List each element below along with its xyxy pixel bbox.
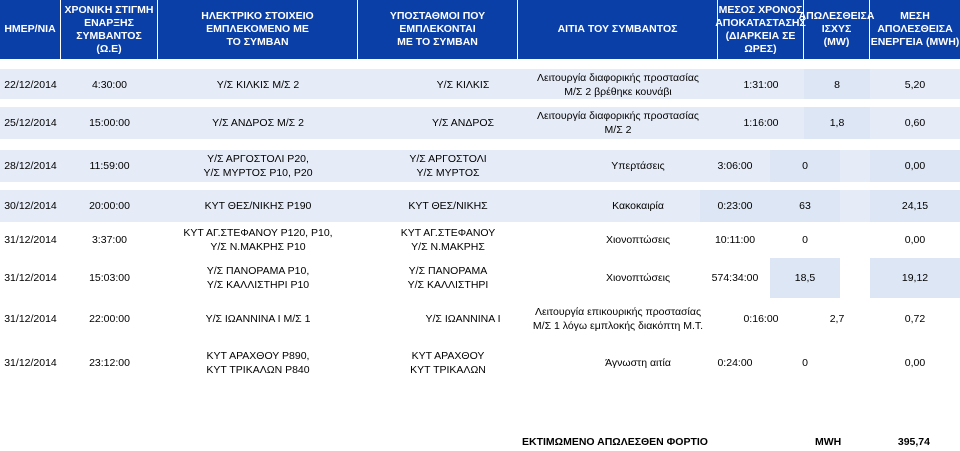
footer-unit: MWH — [815, 436, 842, 448]
cell-duration: 574:34:00 — [711, 272, 759, 284]
cell-time: 4:30:00 — [91, 79, 128, 91]
cell-cause: Υπερτάσεις — [611, 160, 665, 172]
cell-date: 31/12/2014 — [4, 313, 57, 325]
cell-power: 0 — [770, 150, 840, 182]
footer-label: ΕΚΤΙΜΩΜΕΝΟ ΑΠΩΛΕΣΘΕΝ ΦΟΡΤΙΟ — [522, 436, 708, 448]
cell-time: 15:03:00 — [89, 272, 130, 284]
header-cause: ΑΙΤΙΑ ΤΟΥ ΣΥΜΒΑΝΤΟΣ — [518, 0, 718, 59]
cell-cause: Κακοκαιρία — [612, 200, 664, 212]
cell-element: ΚΥΤ ΑΡΑΧΘΟΥ Ρ890, ΚΥΤ ΤΡΙΚΑΛΩΝ Ρ840 — [206, 350, 310, 376]
cell-time: 11:59:00 — [89, 160, 130, 172]
cell-date: 22/12/2014 — [4, 79, 57, 91]
cell-substations: Υ/Σ ΠΑΝΟΡΑΜΑ Υ/Σ ΚΑΛΛΙΣΤΗΡΙ — [407, 265, 489, 291]
row-separator — [0, 99, 960, 107]
cell-power: 0 — [802, 357, 808, 369]
cell-cause: Λειτουργία διαφορικής προστασίας Μ/Σ 2 — [537, 110, 699, 136]
cell-date: 31/12/2014 — [4, 272, 57, 284]
cell-power: 2,7 — [829, 313, 845, 325]
cell-element: Υ/Σ ΑΡΓΟΣΤΟΛΙ Ρ20, Υ/Σ ΜΥΡΤΟΣ Ρ10, Ρ20 — [203, 153, 313, 179]
cell-substations: Υ/Σ ΑΡΓΟΣΤΟΛΙ Υ/Σ ΜΥΡΤΟΣ — [409, 153, 487, 179]
cell-date: 30/12/2014 — [4, 200, 57, 212]
cell-power: 18,5 — [770, 258, 840, 298]
table-row — [0, 343, 960, 383]
cell-duration: 0:16:00 — [743, 313, 779, 325]
cell-energy: 5,20 — [904, 79, 926, 91]
cell-date: 31/12/2014 — [4, 357, 57, 369]
table-row — [0, 99, 960, 139]
cell-element: Υ/Σ ΙΩΑΝΝΙΝΑ Ι Μ/Σ 1 — [205, 313, 311, 325]
cell-cause: Λειτουργία διαφορικής προστασίας Μ/Σ 2 βρέθηκε κουνάβι — [537, 72, 699, 98]
cell-substations: Υ/Σ ΙΩΑΝΝΙΝΑ Ι — [425, 313, 501, 325]
cell-cause: Χιονοπτώσεις — [605, 234, 671, 246]
cell-power: 8 — [804, 69, 870, 101]
cell-date: 25/12/2014 — [4, 117, 57, 129]
cell-duration: 10:11:00 — [714, 234, 756, 246]
header-duration: ΜΕΣΟΣ ΧΡΟΝΟΣ ΑΠΟΚΑΤΑΣΤΑΣΗΣ (ΔΙΑΡΚΕΙΑ ΣΕ ΩΡΕΣ) — [718, 0, 804, 59]
cell-energy: 0,00 — [904, 234, 926, 246]
cell-time: 23:12:00 — [89, 357, 130, 369]
cell-substations: Υ/Σ ΑΝΔΡΟΣ — [431, 117, 494, 129]
cell-energy: 0,60 — [904, 117, 926, 129]
cell-substations: ΚΥΤ ΑΡΑΧΘΟΥ ΚΥΤ ΤΡΙΚΑΛΩΝ — [410, 350, 486, 376]
cell-element: Υ/Σ ΠΑΝΟΡΑΜΑ Ρ10, Υ/Σ ΚΑΛΛΙΣΤΗΡΙ Ρ10 — [206, 265, 310, 291]
table-row — [0, 258, 960, 298]
header-substations: ΥΠΟΣΤΑΘΜΟΙ ΠΟΥ ΕΜΠΛΕΚΟΝΤΑΙ ΜΕ ΤΟ ΣΥΜΒΑΝ — [358, 0, 518, 59]
table-row — [0, 142, 960, 182]
cell-element: Υ/Σ ΑΝΔΡΟΣ Μ/Σ 2 — [212, 117, 304, 129]
cell-energy: 0,00 — [870, 150, 960, 182]
table-row — [0, 220, 960, 260]
row-separator — [0, 61, 960, 69]
cell-duration: 1:31:00 — [743, 79, 779, 91]
cell-power: 63 — [770, 190, 840, 222]
cell-energy: 0,72 — [904, 313, 926, 325]
cell-substations: Υ/Σ ΚΙΛΚΙΣ — [436, 79, 490, 91]
row-separator — [0, 182, 960, 190]
header-power: ΑΠΩΛΕΣΘΕΙΣΑ ΙΣΧΥΣ (MW) — [804, 0, 870, 59]
table-header — [0, 0, 960, 59]
cell-energy: 19,12 — [870, 258, 960, 298]
cell-time: 3:37:00 — [91, 234, 128, 246]
cell-cause: Άγνωστη αιτία — [605, 357, 671, 369]
table-row — [0, 182, 960, 222]
cell-element: ΚΥΤ ΑΓ.ΣΤΕΦΑΝΟΥ Ρ120, Ρ10, Υ/Σ Ν.ΜΑΚΡΗΣ Ρ10 — [183, 227, 333, 253]
cell-time: 20:00:00 — [89, 200, 130, 212]
header-start-time: ΧΡΟΝΙΚΗ ΣΤΙΓΜΗ ΕΝΑΡΞΗΣ ΣΥΜΒΑΝΤΟΣ (Ω.Ε) — [61, 0, 158, 59]
cell-duration: 1:16:00 — [743, 117, 779, 129]
footer-value: 395,74 — [897, 436, 930, 448]
table-row — [0, 61, 960, 101]
table-row — [0, 299, 960, 339]
cell-power: 0 — [802, 234, 808, 246]
cell-duration: 0:24:00 — [717, 357, 753, 369]
header-date: ΗΜΕΡ/ΝΙΑ — [0, 0, 61, 59]
cell-power: 1,8 — [804, 107, 870, 139]
cell-date: 31/12/2014 — [4, 234, 57, 246]
cell-energy: 0,00 — [904, 357, 926, 369]
cell-energy: 24,15 — [870, 190, 960, 222]
cell-cause: Λειτουργία επικουρικής προστασίας Μ/Σ 1 λόγω εμπλοκής διακόπτη Μ.Τ. — [532, 306, 704, 332]
cell-duration: 3:06:00 — [717, 160, 753, 172]
row-separator — [0, 142, 960, 150]
cell-time: 15:00:00 — [89, 117, 130, 129]
cell-element: Υ/Σ ΚΙΛΚΙΣ Μ/Σ 2 — [216, 79, 300, 91]
cell-substations: ΚΥΤ ΘΕΣ/ΝΙΚΗΣ — [408, 200, 488, 212]
cell-time: 22:00:00 — [89, 313, 130, 325]
header-energy: ΜΕΣΗ ΑΠΟΛΕΣΘΕΙΣΑ ΕΝΕΡΓΕΙΑ (MWH) — [870, 10, 960, 48]
header-element: ΗΛΕΚΤΡΙΚΟ ΣΤΟΙΧΕΙΟ ΕΜΠΛΕΚΟΜΕΝΟ ΜΕ ΤΟ ΣΥΜΒΑΝ — [158, 0, 358, 59]
cell-element: ΚΥΤ ΘΕΣ/ΝΙΚΗΣ Ρ190 — [204, 200, 312, 212]
cell-cause: Χιονοπτώσεις — [605, 272, 671, 284]
cell-substations: ΚΥΤ ΑΓ.ΣΤΕΦΑΝΟΥ Υ/Σ Ν.ΜΑΚΡΗΣ — [400, 227, 496, 253]
cell-duration: 0:23:00 — [700, 190, 770, 222]
cell-date: 28/12/2014 — [4, 160, 57, 172]
